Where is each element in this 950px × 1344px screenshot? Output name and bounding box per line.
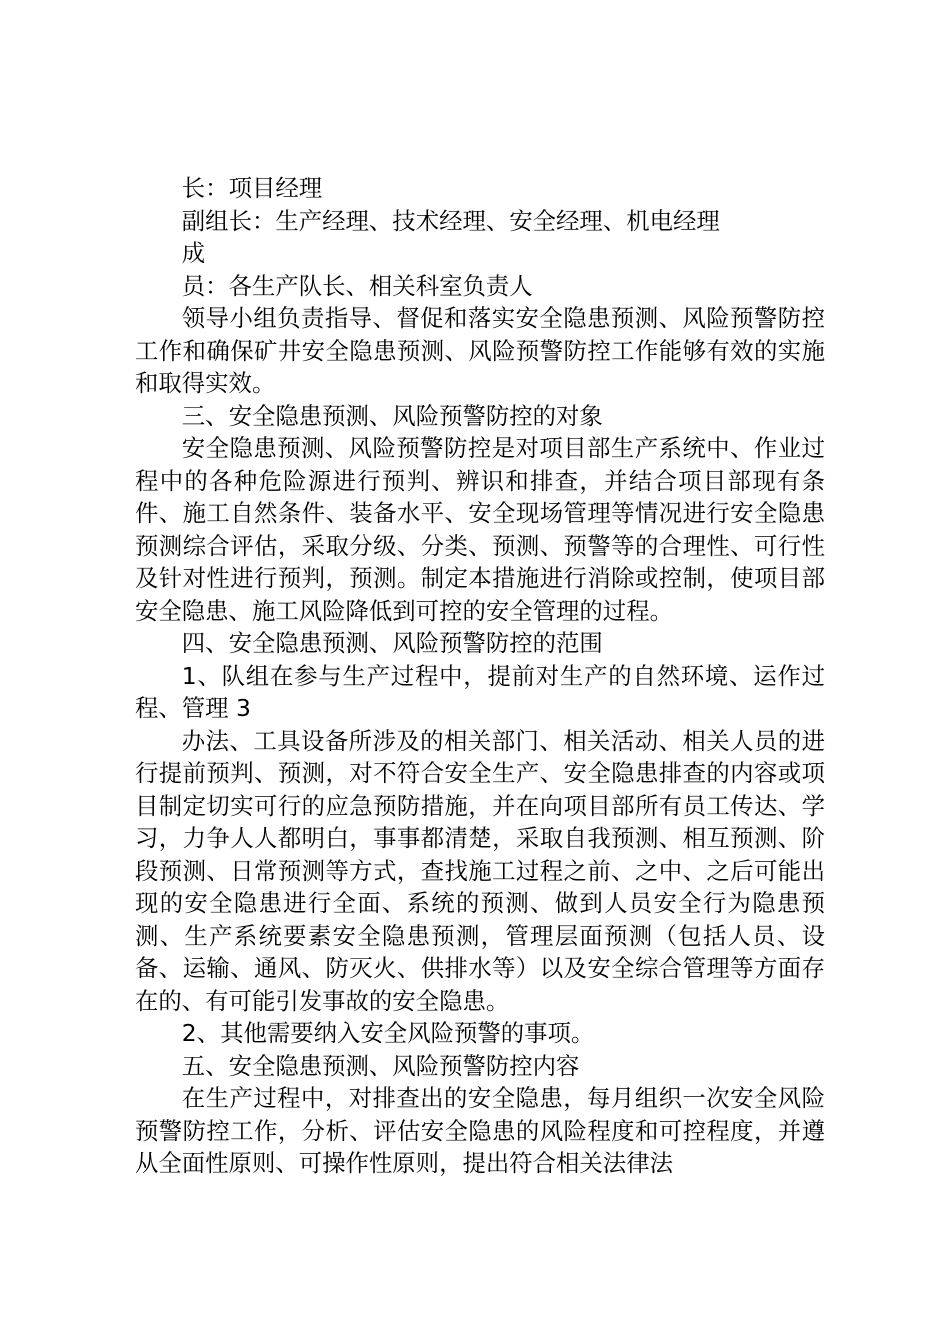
- paragraph-members: 员：各生产队长、相关科室负责人: [181, 271, 533, 300]
- paragraph-member-label: 成: [181, 239, 206, 267]
- paragraph-objects: 安全隐患预测、风险预警防控是对项目部生产系统中、作业过程中的各种危险源进行预判、辨识和排查，并结合项目部现有条件、施工自然条件、装备水平、安全现场管理等情况进行安全隐患预测综合评估，采取分级、分类、预测、预警等的合理性、可行性及针对性进行预判，预测。制定本措施进行消除或控制，使项目部安全隐患、施工风险降低到可控的安全管理的过程。: [135, 434, 825, 625]
- paragraph-scope-methods: 办法、工具设备所涉及的相关部门、相关活动、相关人员的进行提前预判、预测，对不符合安全生产、安全隐患排查的内容或项目制定切实可行的应急预防措施，并在向项目部所有员工传达、学习，力争人人都明白，事事都清楚，采取自我预测、相互预测、阶段预测、日常预测等方式，查找施工过程之前、之中、之后可能出现的安全隐患进行全面、系统的预测、做到人员安全行为隐患预测、生产系统要素安全隐患预测，管理层面预测（包括人员、设备、运输、通风、防灭火、供排水等）以及安全综合管理等方面存在的、有可能引发事故的安全隐患。: [135, 726, 825, 1015]
- paragraph-scope-item-2: 2、其他需要纳入安全风险预警的事项。: [181, 1019, 595, 1047]
- paragraph-content: 在生产过程中，对排查出的安全隐患，每月组织一次安全风险预警防控工作，分析、评估安全隐患的风险程度和可控程度，并遵从全面性原则、可操作性原则，提出符合相关法律法: [135, 1084, 825, 1177]
- section-heading-scope: 四、安全隐患预测、风险预警防控的范围: [181, 629, 603, 657]
- section-heading-objects: 三、安全隐患预测、风险预警防控的对象: [181, 401, 603, 430]
- document-body: [135, 172, 825, 1180]
- paragraph-leadership-duty: 领导小组负责指导、督促和落实安全隐患预测、风险预警防控工作和确保矿井安全隐患预测、风险预警防控工作能够有效的实施和取得实效。: [135, 304, 825, 397]
- paragraph-deputy-leader: 副组长：生产经理、技术经理、安全经理、机电经理: [181, 206, 720, 235]
- paragraph-leader: 长：项目经理: [181, 174, 323, 202]
- paragraph-scope-item-1: 1、队组在参与生产过程中，提前对生产的自然环境、运作过程、管理 3: [135, 661, 825, 722]
- section-heading-content: 五、安全隐患预测、风险预警防控内容: [181, 1051, 580, 1080]
